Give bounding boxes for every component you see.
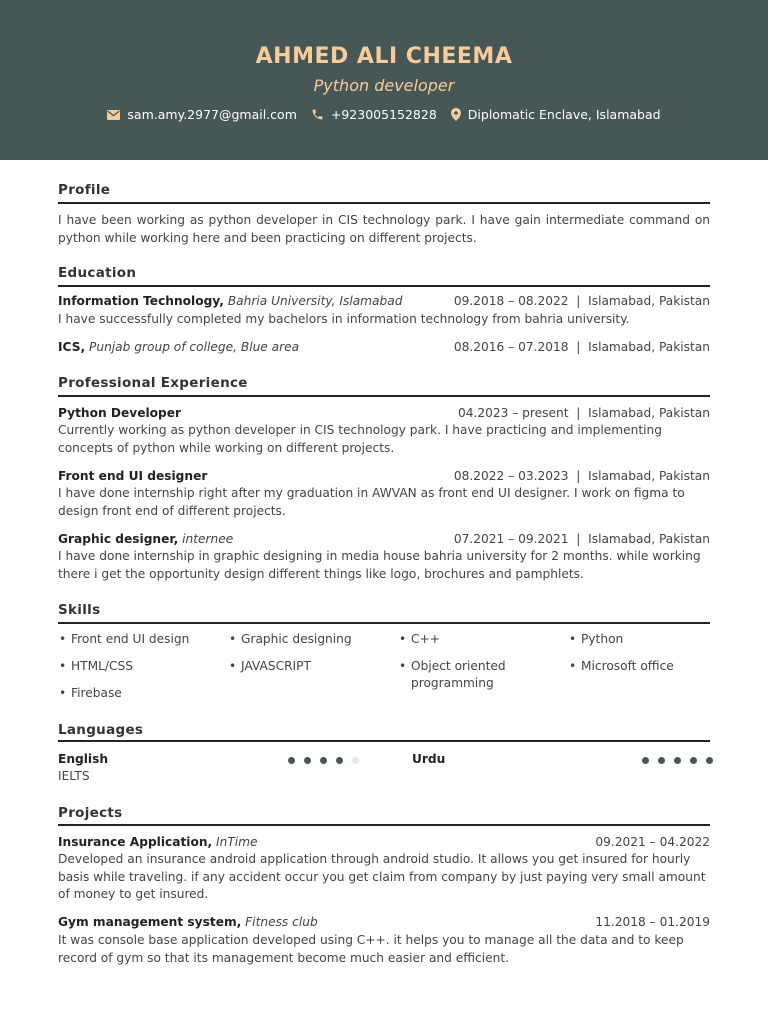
dates: 09.2021 – 04.2022 (595, 835, 710, 849)
contact-phone[interactable] (311, 107, 437, 122)
skill-item: • Python (581, 631, 623, 648)
rating-dot (320, 757, 327, 764)
section-divider (58, 395, 710, 397)
contact-location (451, 107, 661, 122)
envelope-icon (107, 110, 120, 120)
dates: 08.2022 – 03.2023 (453, 469, 569, 483)
rating-dot (336, 757, 343, 764)
section-title-profile: Profile (58, 182, 111, 198)
languages-section (58, 722, 710, 792)
dates: 09.2018 – 08.2022 (453, 294, 569, 308)
experience-section: Professional Experience Python Developer 04.2023 – present | Islamabad, Pakistan Currently working as python developer in CIS technology park. I have practicing and implementing concepts of python while working on different projects. Front end UI designer 08.2022 – 03.2023 | Islamabad, Pakistan I have done internship right after my graduation in AWVAN as front end UI designer. I work on figma to design front end of different projects. Graphic designer, internee 07.2021 – 09.2021 | Islamabad, Pakistan I have done internship in graphic designing in media house bahria university for 2 months. while working there i get the opportunity design different things like logo, brochures and pamphlets. (58, 375, 710, 590)
language-rating (288, 757, 358, 765)
skill-item: • C++ (411, 631, 440, 648)
section-divider (58, 740, 710, 742)
skill-item: • Graphic designing (241, 631, 352, 648)
section-divider (58, 285, 710, 287)
location-pin-icon (451, 108, 461, 121)
degree: ICS, (58, 340, 86, 354)
location: Islamabad, Pakistan (588, 532, 710, 546)
dates: 08.2016 – 07.2018 (453, 340, 569, 354)
location: Islamabad, Pakistan (588, 340, 710, 354)
dates: 04.2023 – present (457, 406, 569, 420)
experience-description: I have done internship right after my graduation in AWVAN as front end UI designer. I work on figma to design front end of different projects. (58, 486, 685, 518)
project-subtitle: Fitness club (245, 915, 318, 929)
rating-dot (642, 757, 649, 764)
dates: 07.2021 – 09.2021 (453, 532, 569, 546)
phone-icon (311, 108, 324, 121)
role-type: internee (182, 532, 234, 546)
language-name: Urdu (412, 752, 446, 766)
project-name: Insurance Application, (58, 835, 213, 849)
section-title-projects: Projects (58, 805, 123, 821)
location: Islamabad, Pakistan (588, 469, 710, 483)
school: Punjab group of college, Blue area (89, 340, 300, 354)
resume-header (0, 0, 768, 160)
section-divider (58, 622, 710, 624)
skill-item: • HTML/CSS (71, 658, 133, 675)
section-title-skills: Skills (58, 602, 101, 618)
email-text: sam.amy.2977@gmail.com (127, 107, 297, 122)
school: Bahria University, Islamabad (227, 294, 403, 308)
phone-text: +923005152828 (330, 107, 437, 122)
profile-section (58, 182, 710, 252)
location: Islamabad, Pakistan (588, 406, 710, 420)
candidate-name: AHMED ALI CHEEMA (255, 44, 513, 69)
project-name: Gym management system, (58, 915, 242, 929)
section-divider (58, 202, 710, 204)
rating-dot (304, 757, 311, 764)
role: Front end UI designer (58, 469, 208, 483)
project-description: Developed an insurance android application through android studio. It allows you get insured for hourly basis while traveling. if any accident occur you get claim from company by just paying very small amount of money to get insured. (58, 852, 706, 901)
contact-email[interactable] (107, 107, 296, 122)
rating-dot (674, 757, 681, 764)
rating-dot (352, 757, 359, 764)
project-subtitle: InTime (216, 835, 258, 849)
dates: 11.2018 – 01.2019 (595, 915, 710, 929)
contact-bar (0, 107, 768, 122)
skills-section (58, 602, 710, 707)
project-description: It was console base application developed using C++. it helps you to manage all the data and to keep record of gym so that its management become much easier and efficient. (58, 933, 684, 965)
experience-description: Currently working as python developer in CIS technology park. I have practicing and implementing concepts of python while working on different projects. (58, 423, 662, 455)
profile-summary: I have been working as python developer in CIS technology park. I have gain intermediate command on python while working here and been practicing on different projects. (58, 213, 710, 245)
rating-dot (288, 757, 295, 764)
role: Graphic designer, (58, 532, 179, 546)
section-title-education: Education (58, 265, 137, 281)
rating-dot (658, 757, 665, 764)
skill-item: • JAVASCRIPT (241, 658, 311, 675)
rating-dot (706, 757, 713, 764)
section-divider (58, 824, 710, 826)
language-name: English (58, 752, 109, 766)
education-description: I have successfully completed my bachelors in information technology from bahria university. (58, 312, 630, 326)
skill-item: • Front end UI design (71, 631, 189, 648)
language-certificate: IELTS (58, 769, 90, 783)
role: Python Developer (58, 406, 182, 420)
location: Islamabad, Pakistan (588, 294, 710, 308)
skill-item: • Microsoft office (581, 658, 674, 675)
section-title-languages: Languages (58, 722, 144, 738)
experience-description: I have done internship in graphic designing in media house bahria university for 2 months. while working there i get the opportunity design different things like logo, brochures and pamphlets. (58, 549, 701, 581)
language-rating (642, 757, 712, 765)
location-text: Diplomatic Enclave, Islamabad (467, 107, 661, 122)
projects-section (58, 805, 710, 975)
skill-item: • Object oriented programming (411, 658, 531, 692)
job-title: Python developer (313, 76, 455, 95)
rating-dot (690, 757, 697, 764)
section-title-experience: Professional Experience (58, 375, 248, 391)
degree: Information Technology, (58, 294, 224, 308)
education-section: Education Information Technology, Bahria University, Islamabad 09.2018 – 08.2022 | Islamabad, Pakistan I have successfully completed my bachelors in information technology from bahria university. ICS, Punjab group of college, Blue area 08.2016 – 07.2018 | Islamabad, Pakistan (58, 265, 710, 354)
skill-item: • Firebase (71, 685, 122, 702)
